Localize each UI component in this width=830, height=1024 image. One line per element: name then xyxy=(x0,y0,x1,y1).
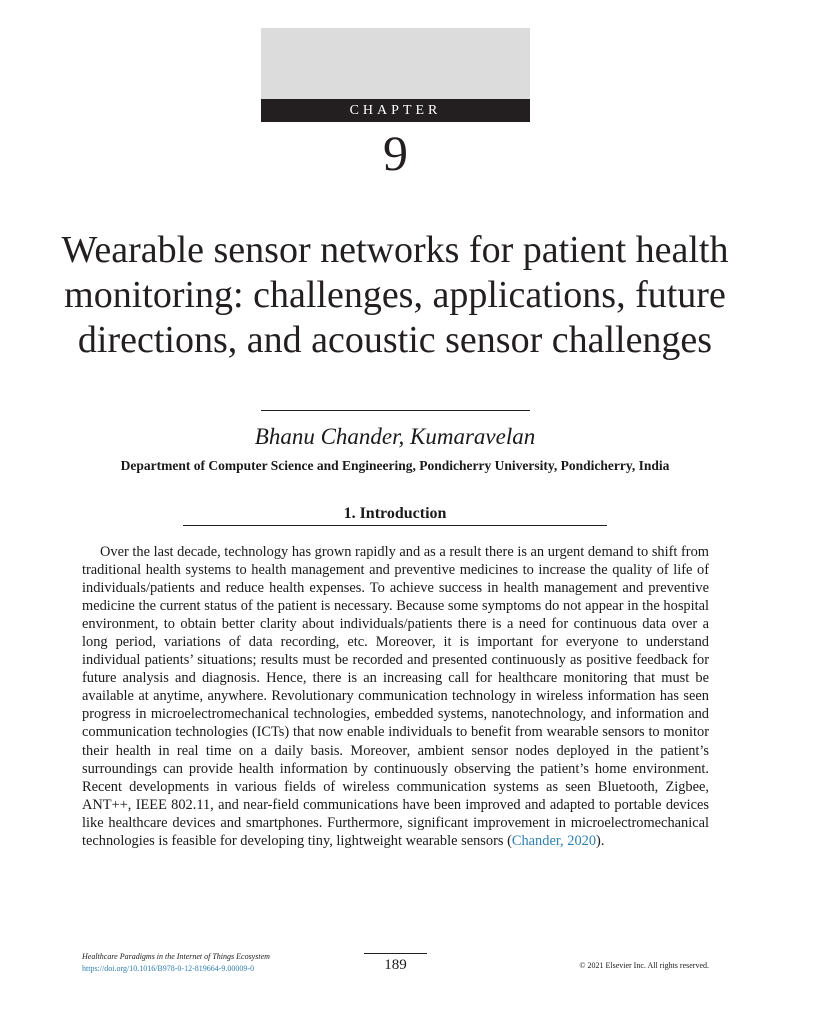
doi-link[interactable]: https://doi.org/10.1016/B978-0-12-819664-9.00009-0 xyxy=(82,964,255,973)
copyright-notice: © 2021 Elsevier Inc. All rights reserved. xyxy=(579,961,709,970)
chapter-number: 9 xyxy=(383,125,408,181)
body-closing: ). xyxy=(596,832,605,849)
body-paragraph xyxy=(82,543,709,850)
footer-source xyxy=(82,951,270,975)
title-divider xyxy=(261,410,530,411)
affiliation: Department of Computer Science and Engineering, Pondicherry University, Pondicherry, India xyxy=(120,458,670,473)
authors: Bhanu Chander, Kumaravelan xyxy=(254,424,536,449)
section-heading: 1. Introduction xyxy=(343,505,447,522)
footer-divider xyxy=(364,953,427,954)
chapter-title: Wearable sensor networks for patient health monitoring: challenges, applications, future directions, and acoustic sensor challenges xyxy=(61,229,729,361)
page-number: 189 xyxy=(384,957,407,973)
chapter-label: CHAPTER xyxy=(261,99,530,122)
body-text: Over the last decade, technology has grown rapidly and as a result there is an urgent demand to shift from traditional health systems to health management and preventive medicines to increase the quality of life of individuals/patients and reduce health expenses. To achieve success in health management and preventive medicine the current status of the patient is necessary. Because some symptoms do not appear in the hospital environment, to obtain better clarity about individuals/patients there is a need for continuous data over a long period, variations of data recording, etc. Moreover, it is important for everyone to understand individual patients’ situations; results must be recorded and presented continuously as positive feedback for future analysis and diagnosis. Hence, there is an increasing call for healthcare monitoring that must be available at anytime, anywhere. Revolutionary communication technology in wireless information has seen progress in microelectromechanical technologies, embedded systems, nanotechnology, and information and communication technologies (ICTs) that now enable individuals to benefit from wearable sensors to monitor their health in real time on a daily basis. Moreover, ambient sensor nodes deployed in the patient’s surroundings can provide health information by continuously observing the patient’s home environment. Recent developments in various fields of wireless communication systems as seen Bluetooth, Zigbee, ANT++, IEEE 802.11, and near-field communications have been improved and adapted to portable devices like healthcare devices and smartphones. Furthermore, significant improvement in microelectromechanical technologies is feasible for developing tiny, lightweight wearable sensors ( xyxy=(82,544,709,849)
book-title: Healthcare Paradigms in the Internet of Things Ecosystem xyxy=(82,952,270,961)
section-divider xyxy=(183,525,607,526)
citation-link[interactable]: Chander, 2020 xyxy=(511,832,597,849)
